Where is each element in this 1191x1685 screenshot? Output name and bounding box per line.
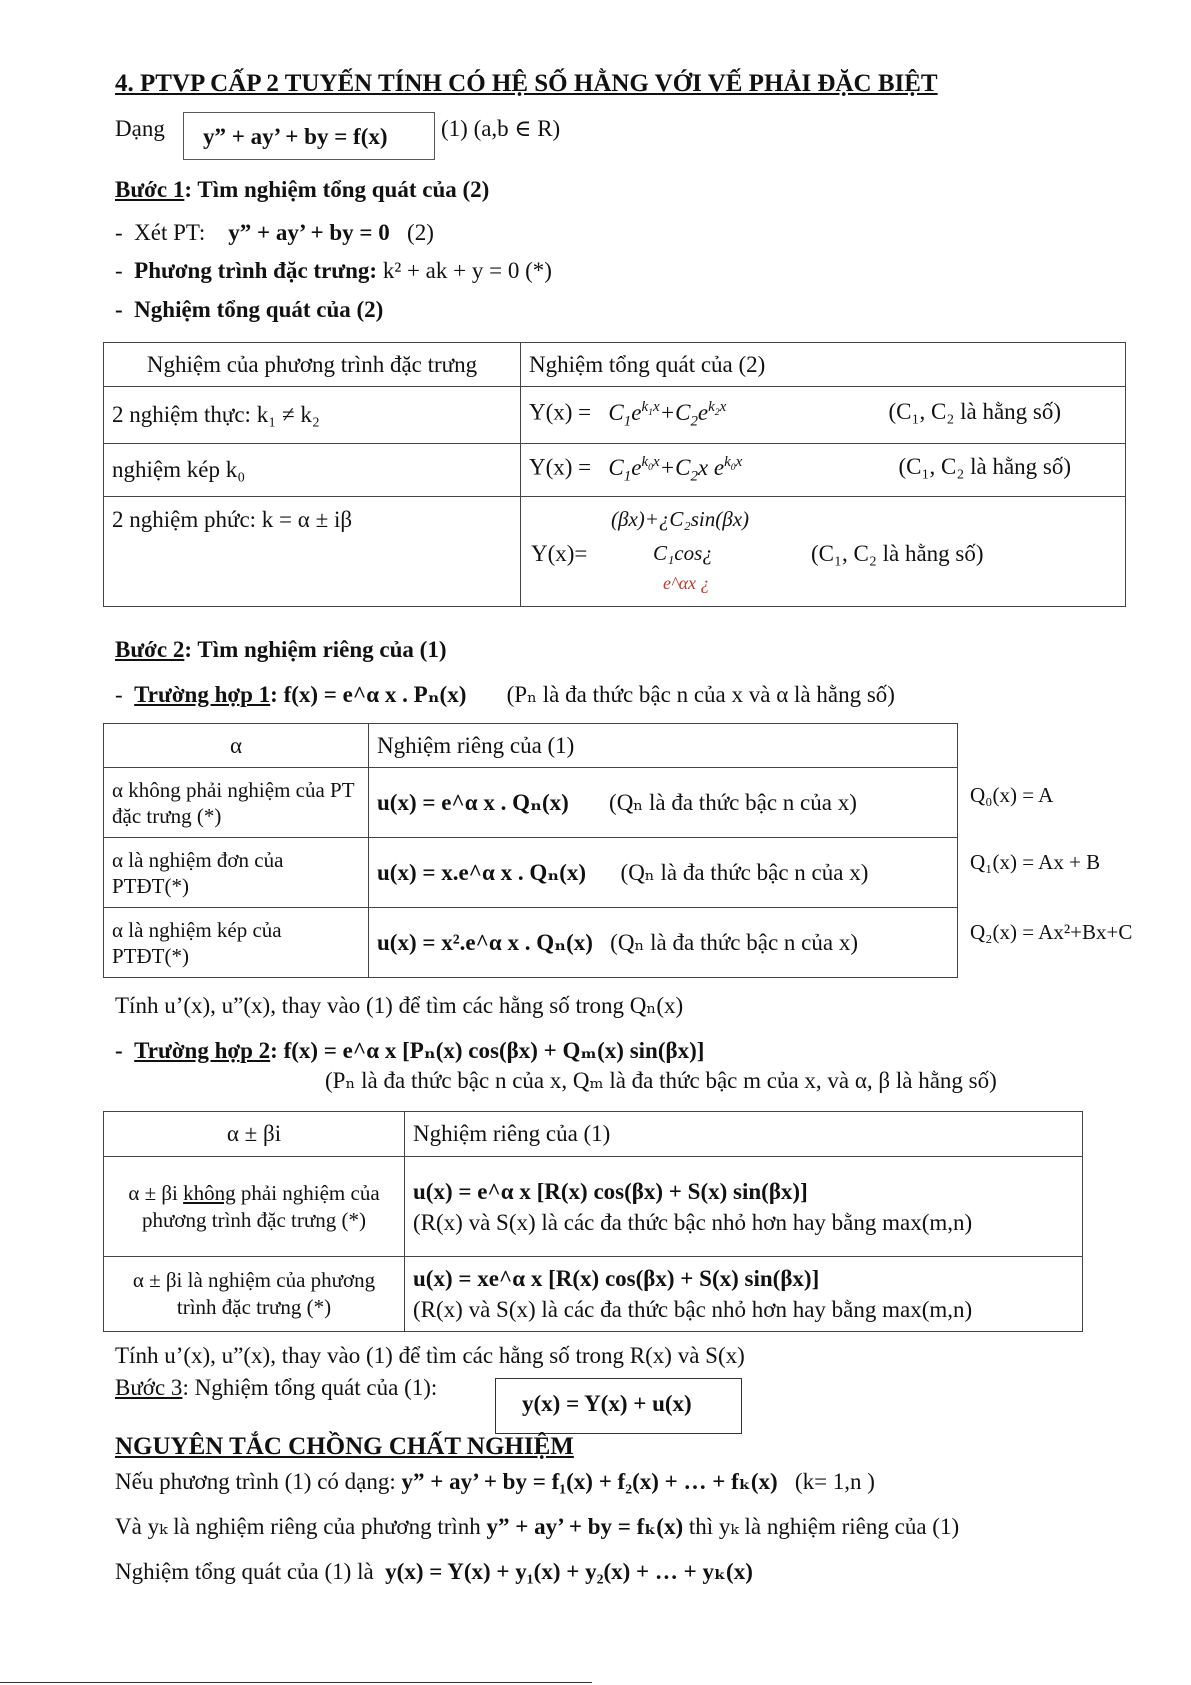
q0-note: Q₀(x) = A	[970, 783, 1054, 807]
case1-sol-3: u(x) = x².e^α x . Qₙ(x) (Qₙ là đa thức bậc n của x)	[369, 908, 958, 978]
case1-cond-1: α không phải nghiệm của PT đặc trưng (*)	[104, 768, 369, 838]
form-suffix: (1) (a,b ∈ R)	[441, 116, 561, 141]
section-title: 4. PTVP CẤP 2 TUYẾN TÍNH CÓ HỆ SỐ HẰNG VỚI VẾ PHẢI ĐẶC BIỆT	[115, 70, 938, 97]
q2-note: Q₂(x) = Ax²+Bx+C	[970, 920, 1133, 944]
case1-cond-2: α là nghiệm đơn của PTĐT(*)	[104, 838, 369, 908]
step1-bullet-2: - Phương trình đặc trưng: k² + ak + y = 0 (*)	[115, 258, 552, 283]
case2-line: - Trường hợp 2: f(x) = e^α x [Pₙ(x) cos(βx) + Qₘ(x) sin(βx)]	[115, 1038, 705, 1063]
step3-heading: Bước 3: Nghiệm tổng quát của (1):	[115, 1375, 438, 1400]
case2-cond-1: α ± βi không phải nghiệm của phương trình đặc trưng (*)	[104, 1157, 405, 1257]
superposition-line-3: Nghiệm tổng quát của (1) là y(x) = Y(x) + y₁(x) + y₂(x) + … + yₖ(x)	[115, 1559, 753, 1584]
form-equation: y” + ay’ + by = f(x)	[203, 124, 388, 149]
q1-note: Q₁(x) = Ax + B	[970, 850, 1101, 874]
form-label: Dạng	[115, 116, 165, 141]
table1-solution-real: Y(x) = $C_1e^{k_1x}+C_2e^{k_2x}$ (C₁, C₂ là hằng số)	[521, 387, 1126, 444]
table1-header-solution: Nghiệm tổng quát của (2)	[521, 343, 1126, 387]
table1-case-double: nghiệm kép k₀	[104, 444, 521, 497]
step3-equation: y(x) = Y(x) + u(x)	[522, 1391, 692, 1416]
superposition-line-1: Nếu phương trình (1) có dạng: y” + ay’ + by = f₁(x) + f₂(x) + … + fₖ(x) (k= 1,n )	[115, 1469, 875, 1494]
case1-sol-1: u(x) = e^α x . Qₙ(x) (Qₙ là đa thức bậc n của x)	[369, 768, 958, 838]
general-solution-table	[103, 342, 1126, 607]
step1-heading: Bước 1: Tìm nghiệm tổng quát của (2)	[115, 177, 490, 202]
case2-header-cond: α ± βi	[104, 1112, 405, 1157]
case1-cond-3: α là nghiệm kép của PTĐT(*)	[104, 908, 369, 978]
superposition-title: NGUYÊN TẮC CHỒNG CHẤT NGHIỆM	[115, 1433, 574, 1460]
case1-after: Tính u’(x), u”(x), thay vào (1) để tìm các hằng số trong Qₙ(x)	[115, 993, 684, 1018]
table1-header-roots: Nghiệm của phương trình đặc trưng	[104, 343, 521, 387]
case1-sol-2: u(x) = x.e^α x . Qₙ(x) (Qₙ là đa thức bậc n của x)	[369, 838, 958, 908]
step1-bullet-3: - Nghiệm tổng quát của (2)	[115, 297, 384, 322]
step1-bullet-1: - Xét PT: y” + ay’ + by = 0 (2)	[115, 220, 434, 245]
case2-sol-2: u(x) = xe^α x [R(x) cos(βx) + S(x) sin(βx)] (R(x) và S(x) là các đa thức bậc nhỏ hơn hay bằng max(m,n)	[405, 1257, 1083, 1332]
case1-header-alpha: α	[104, 724, 369, 768]
table1-solution-double: Y(x) = $C_1e^{k_0x}+C_2x$ $e^{k_0x}$ (C₁, C₂ là hằng số)	[521, 444, 1126, 497]
case2-header-solution: Nghiệm riêng của (1)	[405, 1112, 1083, 1157]
case1-header-solution: Nghiệm riêng của (1)	[369, 724, 958, 768]
step2-heading: Bước 2: Tìm nghiệm riêng của (1)	[115, 637, 447, 662]
case2-note: (Pₙ là đa thức bậc n của x, Qₘ là đa thức bậc m của x, và α, β là hằng số)	[325, 1068, 997, 1093]
footnote-divider	[0, 1682, 592, 1683]
case2-sol-1: u(x) = e^α x [R(x) cos(βx) + S(x) sin(βx)] (R(x) và S(x) là các đa thức bậc nhỏ hơn hay bằng max(m,n)	[405, 1157, 1083, 1257]
case1-line: - Trường hợp 1: f(x) = e^α x . Pₙ(x) (Pₙ là đa thức bậc n của x và α là hằng số)	[115, 682, 895, 707]
case2-table	[103, 1111, 1083, 1332]
case1-table	[103, 723, 958, 978]
table1-case-complex: 2 nghiệm phức: k = α ± iβ	[104, 497, 521, 607]
table1-solution-complex: Y(x)= (βx)+¿C₂sin(βx) C₁cos¿ e^αx ¿ (C₁, C₂ là hằng số)	[521, 497, 1126, 607]
table1-case-real: 2 nghiệm thực: k₁ ≠ k₂	[104, 387, 521, 444]
case2-cond-2: α ± βi là nghiệm của phương trình đặc trưng (*)	[104, 1257, 405, 1332]
case2-after: Tính u’(x), u”(x), thay vào (1) để tìm các hằng số trong R(x) và S(x)	[115, 1343, 745, 1368]
superposition-line-2: Và yₖ là nghiệm riêng của phương trình y” + ay’ + by = fₖ(x) thì yₖ là nghiệm riêng của (1)	[115, 1514, 960, 1539]
